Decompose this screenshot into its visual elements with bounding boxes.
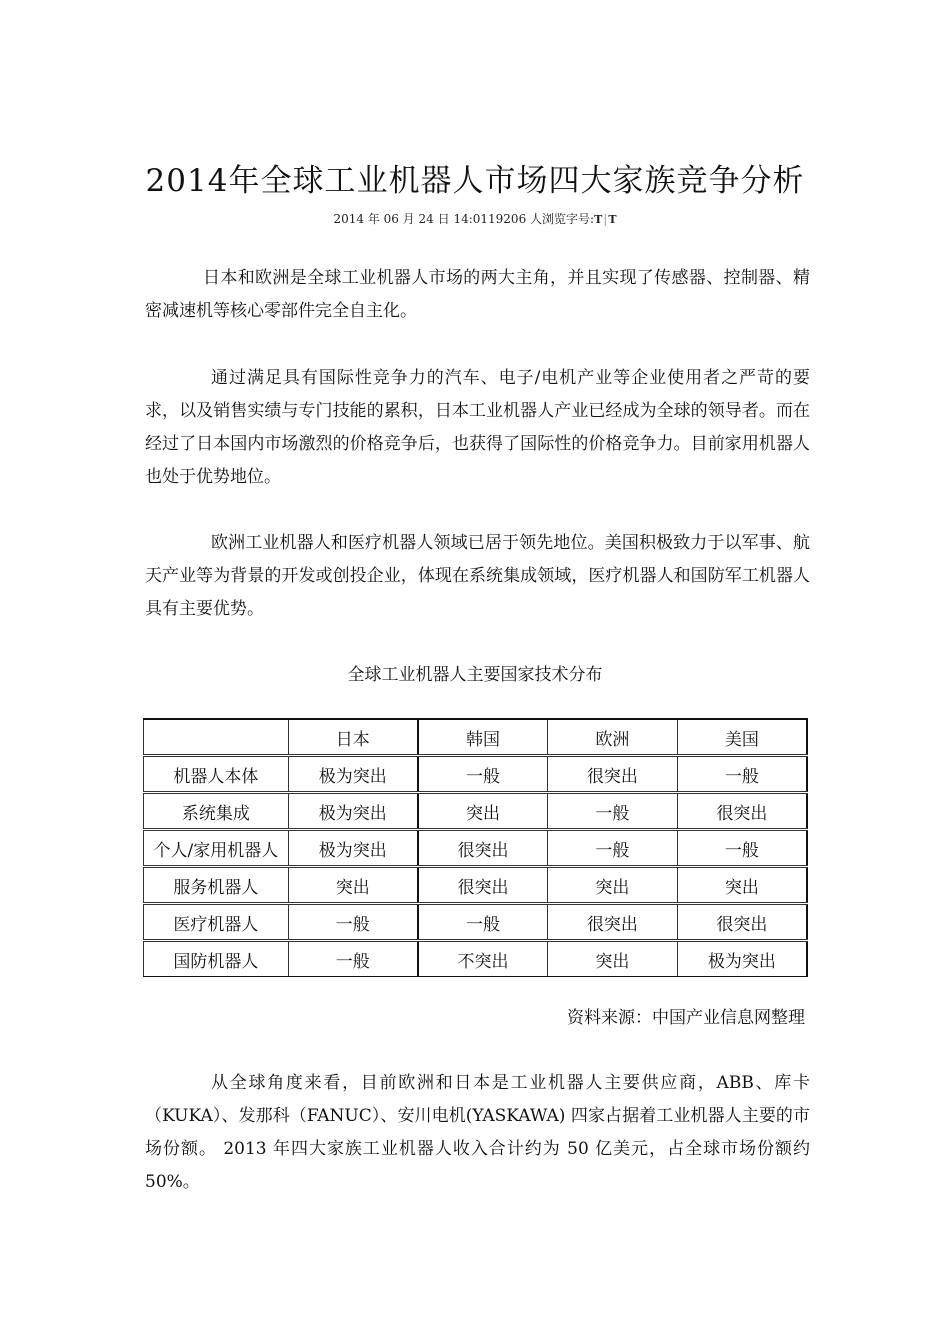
font-size-small-button[interactable]: T [608, 213, 617, 226]
header-cell [144, 719, 289, 756]
font-size-divider: | [603, 212, 608, 226]
technology-distribution-table [143, 718, 808, 977]
table-header-row [144, 719, 808, 756]
table-cell: 一般 [418, 904, 548, 941]
table-cell: 突出 [548, 867, 678, 904]
article-title: 2014年全球工业机器人市场四大家族竞争分析 [145, 162, 805, 199]
row-label: 系统集成 [144, 793, 289, 830]
table-cell: 极为突出 [677, 941, 807, 977]
paragraph-3: 欧洲工业机器人和医疗机器人领域已居于领先地位。美国积极致力于以军事、航天产业等为背景的开发或创投企业，体现在系统集成领域，医疗机器人和国防军工机器人具有主要优势。 [145, 533, 810, 619]
table-cell: 一般 [548, 793, 678, 830]
row-label: 国防机器人 [144, 941, 289, 977]
table-row [144, 756, 808, 793]
table-row [144, 830, 808, 867]
table-cell: 一般 [548, 830, 678, 867]
table-cell: 很突出 [548, 904, 678, 941]
header-cell: 美国 [677, 719, 807, 756]
table-cell: 极为突出 [288, 793, 418, 830]
row-label: 医疗机器人 [144, 904, 289, 941]
table-cell: 突出 [418, 793, 548, 830]
table-cell: 极为突出 [288, 756, 418, 793]
header-cell: 日本 [288, 719, 418, 756]
table-cell: 一般 [288, 904, 418, 941]
paragraph-2: 通过满足具有国际性竞争力的汽车、电子/电机产业等企业使用者之严苛的要求，以及销售实绩与专门技能的累积，日本工业机器人产业已经成为全球的领导者。而在经过了日本国内市场激烈的价格竞争后，也获得了国际性的价格竞争力。目前家用机器人也处于优势地位。 [145, 368, 810, 487]
table-cell: 一般 [288, 941, 418, 977]
table-row [144, 793, 808, 830]
table-cell: 很突出 [418, 830, 548, 867]
table-cell: 突出 [288, 867, 418, 904]
font-size-large-button[interactable]: T [594, 213, 603, 226]
table-cell: 一般 [418, 756, 548, 793]
table-cell: 极为突出 [288, 830, 418, 867]
table-cell: 很突出 [418, 867, 548, 904]
table-source-note: 资料来源：中国产业信息网整理 [567, 1008, 805, 1028]
article-meta [0, 210, 950, 227]
table-caption: 全球工业机器人主要国家技术分布 [347, 665, 603, 685]
table-cell: 不突出 [418, 941, 548, 977]
row-label: 个人/家用机器人 [144, 830, 289, 867]
paragraph-1: 日本和欧洲是全球工业机器人市场的两大主角，并且实现了传感器、控制器、精密减速机等核心零部件完全自主化。 [145, 268, 810, 321]
header-cell: 韩国 [418, 719, 548, 756]
table-row [144, 867, 808, 904]
publish-info: 2014 年 06 月 24 日 14:0119206 人浏览字号: [333, 212, 595, 226]
table-cell: 很突出 [677, 793, 807, 830]
paragraph-4: 从全球角度来看，目前欧洲和日本是工业机器人主要供应商，ABB、库卡（KUKA）、发那科（FANUC）、安川电机(YASKAWA) 四家占据着工业机器人主要的市场份额。 2013 年四大家族工业机器人收入合计约为 50 亿美元，占全球市场份额约 50%。 [145, 1073, 810, 1192]
table-cell: 很突出 [677, 904, 807, 941]
table-cell: 一般 [677, 830, 807, 867]
header-cell: 欧洲 [548, 719, 678, 756]
table-row [144, 904, 808, 941]
table-cell: 突出 [677, 867, 807, 904]
row-label: 机器人本体 [144, 756, 289, 793]
table-cell: 很突出 [548, 756, 678, 793]
table-cell: 一般 [677, 756, 807, 793]
table-cell: 突出 [548, 941, 678, 977]
row-label: 服务机器人 [144, 867, 289, 904]
table-row [144, 941, 808, 977]
